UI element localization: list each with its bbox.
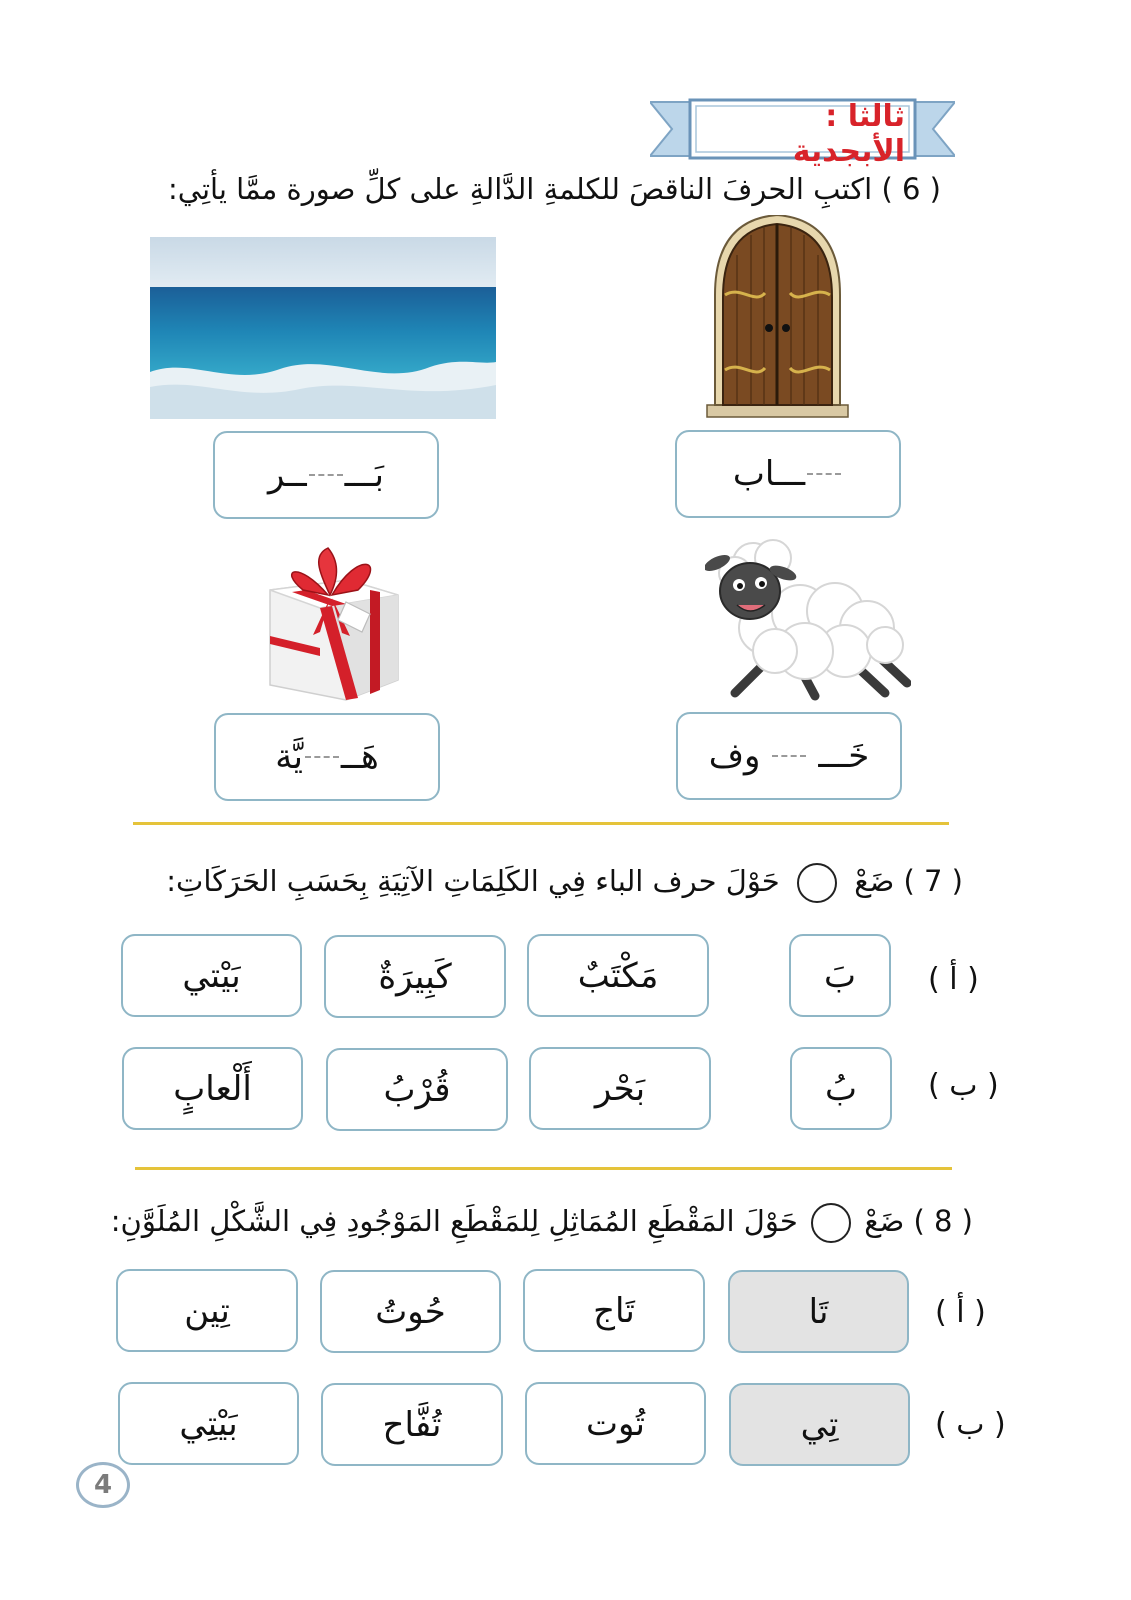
divider-rule (135, 1167, 952, 1170)
q8-row-b-word-1[interactable]: تُوت (525, 1382, 706, 1465)
q7-row-a-word-3[interactable]: بَيْتي (121, 934, 302, 1017)
q6-door-after: ـــاب (732, 454, 806, 494)
q6-answer-sea[interactable] (213, 431, 439, 519)
q6-prompt: ( 6 ) اكتبِ الحرفَ الناقصَ للكلمةِ الدَّالةِ على كلِّ صورة ممَّا يأتِي: (168, 172, 941, 206)
q8-prompt-end: حَوْلَ المَقْطَعِ المُمَاثِلِ لِلمَقْطَعِ المَوْجُودِ فِي الشَّكْلِ المُلَوَّنِ: (110, 1204, 798, 1238)
q7-row-a-word-1[interactable]: مَكْتَبٌ (527, 934, 709, 1017)
q6-sea-after: ــر (267, 455, 307, 495)
q8-row-b-label: ( ب ) (935, 1407, 1006, 1442)
divider-rule (133, 822, 949, 825)
q7-row-b-word-1[interactable]: بَحْر (529, 1047, 711, 1130)
sea-image (150, 237, 496, 419)
blank-line (305, 756, 339, 758)
circle-icon (811, 1203, 851, 1243)
q6-gift-before: هَــ (340, 737, 379, 777)
q6-sheep-before: خَـــ (818, 736, 870, 776)
q8-row-a-label: ( أ ) (935, 1295, 986, 1330)
sheep-image (705, 533, 911, 701)
q7-prompt-start: ( 7 ) ضَعْ (854, 864, 963, 898)
q8-prompt-start: ( 8 ) ضَعْ (864, 1204, 973, 1238)
q6-answer-door[interactable] (675, 430, 901, 518)
q8-row-b-word-3[interactable]: بَيْتِي (118, 1382, 299, 1465)
section-title: ثالثا : الأبجدية (792, 99, 905, 169)
page-number: 4 (76, 1462, 130, 1508)
q7-prompt (166, 863, 963, 903)
blank-line (309, 474, 343, 476)
blank-line (772, 755, 806, 757)
circle-icon (797, 863, 837, 903)
q7-row-a-label: ( أ ) (928, 962, 979, 997)
q8-row-b-key: تِي (729, 1383, 910, 1466)
q8-row-a-word-3[interactable]: تِين (116, 1269, 298, 1352)
q8-prompt (111, 1203, 973, 1243)
door-image (705, 215, 850, 418)
q8-row-a-word-1[interactable]: تَاج (523, 1269, 705, 1352)
q7-row-b-word-2[interactable]: قُرْبُ (326, 1048, 508, 1131)
q6-gift-after: يَّة (275, 737, 303, 777)
q7-row-b-key: بُ (790, 1047, 892, 1130)
q8-row-b-word-2[interactable]: تُفَّاح (321, 1383, 503, 1466)
gift-image (258, 540, 410, 702)
q7-row-b-label: ( ب ) (928, 1068, 999, 1103)
q6-sheep-after: وف (708, 736, 761, 776)
q6-sea-before: بَـــ (344, 455, 385, 495)
q7-row-a-word-2[interactable]: كَبِيرَةٌ (324, 935, 506, 1018)
blank-line (807, 473, 841, 475)
q7-row-a-key: بَ (789, 934, 891, 1017)
q7-prompt-end: حَوْلَ حرف الباء فِي الكَلِمَاتِ الآتِيَةِ بِحَسَبِ الحَرَكَاتِ: (166, 864, 780, 898)
q8-row-a-word-2[interactable]: حُوتُ (320, 1270, 501, 1353)
q6-answer-sheep[interactable] (676, 712, 902, 800)
q7-row-b-word-3[interactable]: أَلْعابٍ (122, 1047, 303, 1130)
q8-row-a-key: تَا (728, 1270, 909, 1353)
q6-answer-gift[interactable] (214, 713, 440, 801)
